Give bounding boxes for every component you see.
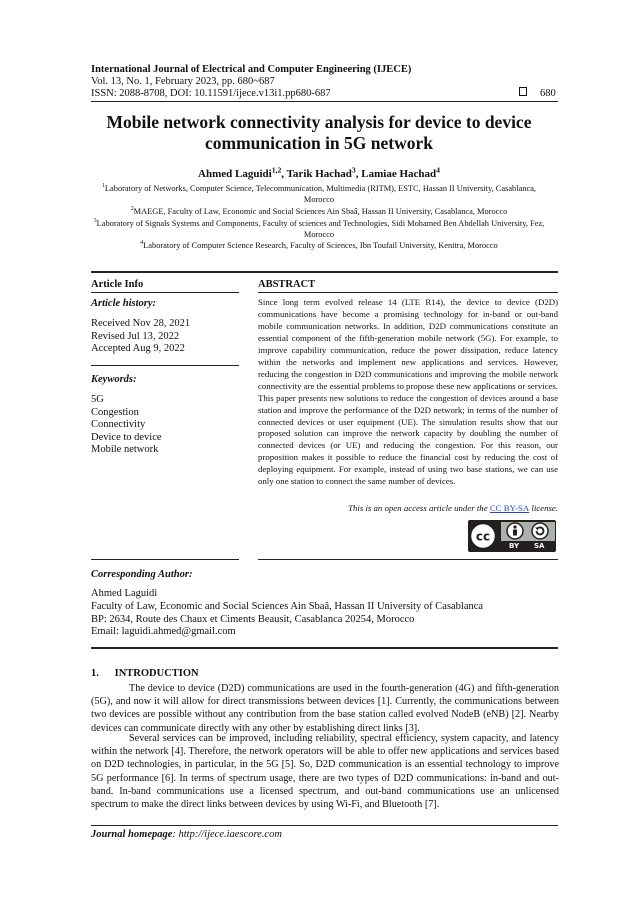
affiliation-2: [86, 207, 552, 218]
abstract-rule: [258, 292, 558, 293]
section-bottom-rule: [91, 647, 558, 649]
affil-text: Laboratory of Networks, Computer Science, Telecommunication, Multimedia (RITM), ESTC, Hassan II University, Casablanca, Morocco: [104, 184, 537, 204]
author-1: Ahmed Laguidi: [198, 168, 272, 180]
corresponding-email: Email: laguidi.ahmed@gmail.com: [91, 626, 236, 638]
paper-title: Mobile network connectivity analysis for device to device communication in 5G network: [106, 112, 532, 153]
section-top-rule: [91, 271, 558, 273]
history-accepted: Accepted Aug 9, 2022: [91, 343, 185, 355]
abstract-text: Since long term evolved release 14 (LTE R14), the device to device (D2D) communications have become a promising technology for in-band or out-band mobile communication networks. In addition, D2D communications constitute an essential component of the fifth-generation mobile network (5G). For example, to improve capability communication, reduce the power dissipation, reduce latency within the networks and implement new applications and services. However, reducing the congestion in D2D communications and improving the mobile network connectivity are the essential problems to propose these new applications or services. This paper presents new solutions to reduce the congestion of devices around a base station and improve the performance of the D2D network; in terms of the number of connected devices or user equipment (UE). The simulation results show that our proposed solution can improve the network capacity by doubling the number of connected devices (or UE) and reducing the congestion. For this reason, our proposition makes it possible to reduce the financial cost by reducing the cost of deploying equipment. For example, instead of using two base stations, we can use only one station to connect the same number of devices.: [258, 297, 558, 487]
footer-rule: [91, 825, 558, 826]
history-received: Received Nov 28, 2021: [91, 318, 191, 329]
keywords-list: [91, 394, 241, 457]
keywords-rule: [91, 365, 239, 366]
keyword: 5G: [91, 394, 104, 405]
author-sep: ,: [355, 168, 362, 180]
affiliation-3: [86, 219, 552, 240]
cc-sa-label: SA: [534, 542, 545, 550]
affil-text: MAEGE, Faculty of Law, Economic and Social Sciences Ain Sbaâ, Hassan II University, Casablanca, Morocco: [133, 207, 508, 216]
author-3: Lamiae Hachad: [361, 168, 437, 180]
affil-sup: 2: [130, 206, 134, 213]
abstract-bottom-rule: [258, 559, 558, 560]
corresponding-affiliation: Faculty of Law, Economic and Social Sciences Ain Sbaâ, Hassan II University of Casablanca: [91, 600, 484, 612]
info-bottom-rule: [91, 559, 239, 560]
abstract-heading: ABSTRACT: [258, 279, 316, 290]
license-link[interactable]: CC BY-SA: [489, 503, 530, 513]
corresponding-details: [91, 588, 483, 639]
history-revised: Revised Jul 13, 2022: [91, 330, 180, 342]
page-number: 680: [540, 88, 556, 99]
open-access-note: [258, 503, 558, 513]
affil-sup: 1: [101, 183, 105, 190]
article-info-heading: Article Info: [91, 279, 144, 290]
svg-text:cc: cc: [475, 529, 491, 544]
author-3-sup: 4: [436, 165, 440, 175]
author-sep: ,: [281, 168, 287, 180]
corresponding-label: Corresponding Author:: [91, 569, 193, 580]
keyword: Mobile network: [91, 444, 159, 456]
page-icon: [519, 87, 527, 96]
introduction-heading: 1. INTRODUCTION: [91, 668, 199, 679]
cc-by-sa-badge[interactable]: [468, 520, 556, 552]
footer-url[interactable]: : http://ijece.iaescore.com: [172, 829, 282, 840]
intro-paragraph-1: The device to device (D2D) communications are used in the fourth-generation (4G) and fifth-generation (5G), and now it will allow for direct transmissions between devices [1]. Currently, the communications between two devices are possible without any contribution from the base station called evolved NodeB (eNB) [2]. Nearby devices can communicate directly with any other by establishing direct links [3].: [91, 683, 559, 734]
affiliation-1: [86, 184, 552, 205]
info-rule: [91, 292, 239, 293]
cc-by-label: BY: [509, 542, 520, 550]
keyword: Congestion: [91, 406, 139, 418]
corresponding-address: BP: 2634, Route des Chaux et Ciments Beausit, Casablanca 20254, Morocco: [91, 613, 415, 625]
license-prefix: This is an open access article under the: [348, 503, 490, 513]
footer-label: Journal homepage: [91, 829, 173, 840]
affil-sup: 4: [140, 240, 144, 247]
keyword: Connectivity: [91, 419, 146, 431]
header-rule: [91, 101, 558, 102]
footer: [91, 829, 282, 840]
history-list: [91, 318, 241, 356]
affil-sup: 3: [93, 218, 97, 225]
corresponding-name: Ahmed Laguidi: [91, 588, 158, 599]
volume-info: Vol. 13, No. 1, February 2023, pp. 680~687: [91, 76, 275, 87]
intro-paragraph-2: Several services can be improved, including reliability, spectral efficiency, system capacity, and latency within the network [4]. Therefore, the network operators will be able to offer new applications and services based on D2D technologies, in particular, in the 5G [5]. So, D2D communication is an essential technology to improve 5G performance [6]. In terms of spectrum usage, there are two types of D2D communications: in-band and out-band. In-band communications use a licensed spectrum, and out-band communications use an unlicensed spectrum to make the direct links between devices by using Wi-Fi, and Bluetooth [7].: [91, 733, 559, 811]
author-2-sup: 3: [351, 165, 356, 175]
issn-doi: ISSN: 2088-8708, DOI: 10.11591/ijece.v13i1.pp680-687: [91, 88, 331, 99]
author-list: [70, 165, 568, 180]
keyword: Device to device: [91, 431, 162, 443]
history-label: Article history:: [91, 298, 157, 309]
author-2: Tarik Hachad: [286, 168, 352, 180]
journal-name: International Journal of Electrical and Computer Engineering (IJECE): [91, 64, 412, 75]
affil-text: Laboratory of Signals Systems and Components, Faculty of sciences and Technologies, Sidi Mohamed Ben Abdellah University, Fez, Morocco: [96, 219, 545, 239]
affiliation-4: [86, 241, 552, 252]
keywords-label: Keywords:: [91, 374, 137, 385]
author-1-sup: 1,2: [271, 165, 282, 175]
license-suffix: license.: [529, 503, 558, 513]
affil-text: Laboratory of Computer Science Research, Faculty of Sciences, Ibn Toufail University, Kenitra, Morocco: [143, 241, 498, 250]
